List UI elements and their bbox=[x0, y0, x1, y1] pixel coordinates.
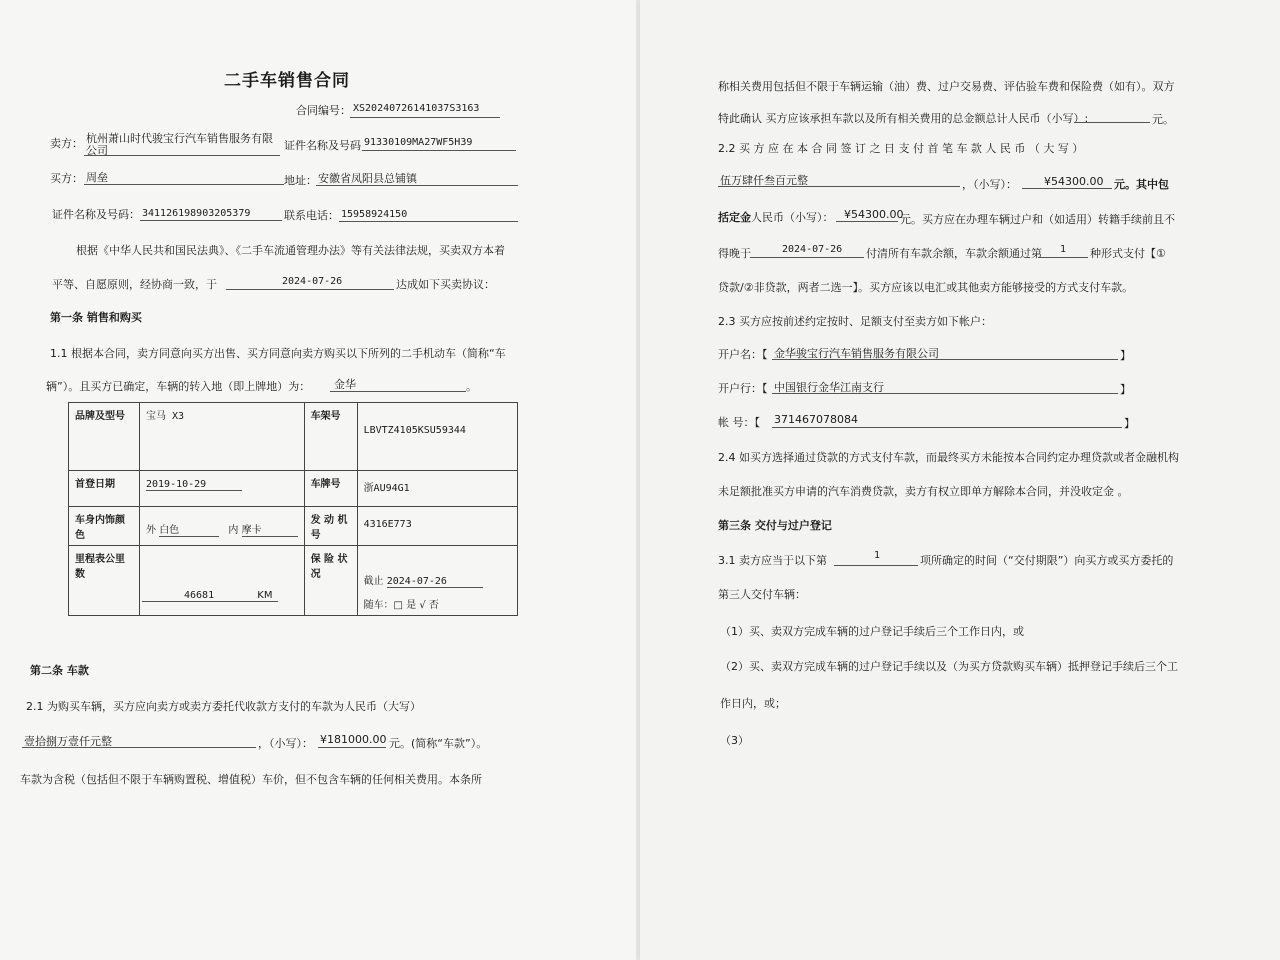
seller-id-label: 证件名称及号码 bbox=[284, 139, 361, 152]
balance-deadline-underline bbox=[750, 257, 864, 258]
article3-heading: 第三条 交付与过户登记 bbox=[718, 519, 832, 532]
article3-1-no: 1 bbox=[874, 550, 881, 561]
account-name-label: 开户名：【 bbox=[718, 348, 768, 361]
first-payment-number: ¥54300.00 bbox=[1044, 175, 1104, 188]
buyer-name: 周垒 bbox=[86, 171, 108, 184]
vin-value: LBVTZ4105KSU59344 bbox=[363, 425, 466, 436]
insurance-until: 2024-07-26 bbox=[387, 576, 483, 588]
mileage-value: 46681 bbox=[184, 590, 215, 601]
agreement-date-underline bbox=[226, 289, 394, 290]
color-label-cell bbox=[69, 507, 140, 546]
brand-value-cell bbox=[140, 403, 305, 471]
preamble-line2b: 达成如下买卖协议： bbox=[396, 278, 495, 291]
first-payment-words-underline bbox=[718, 186, 960, 187]
color-label-2: 色 bbox=[75, 530, 85, 541]
plate-value-cell bbox=[357, 471, 517, 507]
delivery-option-2-cont: 作日内，或； bbox=[720, 697, 786, 710]
deposit-rmb-label: 人民币（小写）： bbox=[751, 211, 834, 224]
agreement-date: 2024-07-26 bbox=[282, 276, 343, 287]
buyer-address-label: 地址： bbox=[284, 174, 317, 187]
price-words: 壹拾捌万壹仟元整 bbox=[24, 735, 112, 748]
article1-1-line1: 1.1 根据本合同，卖方同意向买方出售、买方同意向卖方购买以下所列的二手机动车（简称“车 bbox=[50, 347, 506, 360]
price-tail: 元。(简称“车款”）。 bbox=[389, 737, 488, 750]
page-title: 二手车销售合同 bbox=[224, 71, 350, 91]
reg-date-value-cell bbox=[140, 471, 305, 507]
buyer-address-underline bbox=[316, 185, 518, 186]
mileage-value-cell bbox=[140, 546, 305, 616]
plate-value: 浙AU94G1 bbox=[363, 483, 410, 494]
buyer-id-label: 证件名称及号码： bbox=[52, 208, 140, 221]
mileage-label-1: 里程表公里 bbox=[75, 554, 125, 565]
preamble-line1: 根据《中华人民共和国民法典》、《二手车流通管理办法》等有关法律法规，买卖双方本着 bbox=[76, 244, 505, 257]
buyer-phone: 15958924150 bbox=[341, 209, 408, 220]
first-payment-tail: 元。其中包 bbox=[1114, 178, 1169, 191]
transfer-place: 金华 bbox=[334, 378, 356, 391]
color-value-cell bbox=[140, 507, 305, 546]
contract-page-right bbox=[640, 0, 1280, 960]
delivery-option-2: （2）买、卖双方完成车辆的过户登记手续以及（为买方贷款购买车辆）抵押登记手续后三个工 bbox=[720, 660, 1178, 673]
vin-label-cell bbox=[304, 403, 357, 471]
transfer-place-period: 。 bbox=[466, 380, 477, 393]
article2-heading: 第二条 车款 bbox=[30, 664, 89, 677]
account-no-underline bbox=[772, 427, 1122, 428]
vehicle-info-table bbox=[68, 402, 518, 616]
deposit-number-underline bbox=[836, 221, 898, 222]
price-number: ¥181000.00 bbox=[320, 733, 387, 746]
account-bank-close: 】 bbox=[1120, 383, 1131, 396]
color-label-1: 车身内饰颜 bbox=[75, 515, 125, 526]
transfer-place-underline bbox=[330, 391, 466, 392]
with-car-checkbox: 随车：□ 是 √ 否 bbox=[363, 600, 439, 611]
buyer-id-value: 341126198903205379 bbox=[142, 208, 251, 219]
mileage-unit: KM bbox=[257, 590, 273, 601]
deposit-number: ¥54300.00 bbox=[844, 208, 904, 221]
plate-label-cell bbox=[304, 471, 357, 507]
account-no-label: 帐 号：【 bbox=[718, 416, 760, 429]
reg-date-label: 首登日期 bbox=[75, 479, 115, 490]
deposit-label: 括定金 bbox=[718, 211, 751, 224]
engine-label-1: 发 动 机 bbox=[310, 515, 348, 526]
seller-name-line2: 公司 bbox=[86, 144, 108, 157]
article3-1-b: 项所确定的时间（“交付期限”）向买方或买方委托的 bbox=[920, 554, 1174, 567]
article3-1-underline bbox=[834, 565, 918, 566]
article3-1-a: 3.1 卖方应当于以下第 bbox=[718, 554, 827, 567]
balance-method-text: 付清所有车款余额，车款余额通过第 bbox=[866, 247, 1042, 260]
first-payment-words: 伍万肆仟叁百元整 bbox=[720, 174, 808, 187]
article3-1-line2: 第三人交付车辆： bbox=[718, 588, 806, 601]
brand-value: 宝马 X3 bbox=[146, 411, 185, 422]
account-name-underline bbox=[772, 359, 1118, 360]
seller-id-underline bbox=[362, 150, 516, 151]
brand-label-cell bbox=[69, 403, 140, 471]
engine-label-2: 号 bbox=[310, 530, 321, 541]
account-bank: 中国银行金华江南支行 bbox=[774, 381, 884, 394]
buyer-name-underline bbox=[84, 184, 284, 185]
article2-2-line1: 2.2 买 方 应 在 本 合 同 签 订 之 日 支 付 首 笔 车 款 人 民 币 （ 大 写 ） bbox=[718, 142, 1084, 155]
buyer-phone-underline bbox=[339, 221, 518, 222]
account-bank-label: 开户行：【 bbox=[718, 382, 768, 395]
article1-heading: 第一条 销售和购买 bbox=[50, 311, 142, 324]
article2-1-line5: 特此确认 买方应该承担车款以及所有相关费用的总金额总计人民币（小写）: bbox=[718, 112, 1089, 125]
engine-value-cell bbox=[357, 507, 517, 546]
contract-no-underline bbox=[350, 117, 500, 118]
insurance-label-2: 况 bbox=[310, 569, 321, 580]
total-amount-tail: 元。 bbox=[1152, 113, 1174, 126]
buyer-phone-label: 联系电话： bbox=[284, 209, 339, 222]
balance-method-underline bbox=[1038, 257, 1088, 258]
interior-label: 内 bbox=[228, 525, 239, 536]
vin-value-cell bbox=[357, 403, 517, 471]
exterior-label: 外 bbox=[146, 525, 156, 536]
vin-label: 车架号 bbox=[310, 411, 341, 422]
delivery-option-3: （3） bbox=[720, 734, 749, 747]
seller-id-value: 91330109MA27WF5H39 bbox=[364, 137, 473, 148]
deposit-tail: 元。买方应在办理车辆过户和（如适用）转籍手续前且不 bbox=[900, 213, 1175, 226]
article1-1-line2: 辆”）。且买方已确定，车辆的转入地（即上牌地）为： bbox=[46, 380, 311, 393]
article2-1-line4: 称相关费用包括但不限于车辆运输（油）费、过户交易费、评估验车费和保险费（如有）。双方 bbox=[718, 80, 1175, 93]
brand-label: 品牌及型号 bbox=[75, 411, 125, 422]
article2-4-line2: 未足额批准买方申请的汽车消费贷款，卖方有权立即单方解除本合同，并没收定金 。 bbox=[718, 485, 1129, 498]
price-small-label: ，（小写）： bbox=[258, 737, 313, 750]
loan-choice-line: 贷款/②非贷款，两者二选一】。买方应该以电汇或其他卖方能够接受的方式支付车款。 bbox=[718, 281, 1134, 294]
article2-4-line1: 2.4 如买方选择通过贷款的方式支付车款，而最终买方未能按本合同约定办理贷款或者金融机构 bbox=[718, 451, 1179, 464]
buyer-label: 买方： bbox=[50, 172, 83, 185]
deposit-line bbox=[718, 209, 834, 225]
account-no: 371467078084 bbox=[774, 413, 858, 426]
article2-1-line3: 车款为含税（包括但不限于车辆购置税、增值税）车价，但不包含车辆的任何相关费用。本条所 bbox=[20, 773, 482, 786]
engine-value: 4316E773 bbox=[363, 519, 412, 530]
article2-1-line1: 2.1 为购买车辆，买方应向卖方或卖方委托代收款方支付的车款为人民币（大写） bbox=[26, 700, 421, 713]
interior-color: 摩卡 bbox=[242, 521, 298, 537]
balance-method-option: 种形式支付【① bbox=[1090, 247, 1166, 260]
contract-no-label: 合同编号： bbox=[296, 104, 351, 117]
first-payment-small-label: ，（小写）： bbox=[962, 178, 1017, 191]
price-words-underline bbox=[22, 747, 256, 748]
balance-deadline-label: 得晚于 bbox=[718, 247, 751, 260]
exterior-color: 白色 bbox=[159, 521, 219, 537]
engine-label-cell bbox=[304, 507, 357, 546]
price-number-underline bbox=[318, 747, 386, 748]
seller-name-line1: 杭州萧山时代骏宝行汽车销售服务有限 bbox=[86, 132, 273, 145]
buyer-address: 安徽省凤阳县总铺镇 bbox=[318, 172, 417, 185]
delivery-option-1: （1）买、卖双方完成车辆的过户登记手续后三个工作日内，或 bbox=[720, 625, 1024, 638]
insurance-label-cell bbox=[304, 546, 357, 616]
mileage-label-cell bbox=[69, 546, 140, 616]
balance-method-no: 1 bbox=[1060, 244, 1067, 255]
insurance-label-1: 保 险 状 bbox=[310, 554, 348, 565]
reg-date-label-cell bbox=[69, 471, 140, 507]
account-name-close: 】 bbox=[1120, 349, 1131, 362]
mileage-label-2: 数 bbox=[75, 569, 85, 580]
balance-deadline-date: 2024-07-26 bbox=[782, 244, 843, 255]
first-payment-number-underline bbox=[1022, 188, 1112, 189]
total-amount-underline bbox=[1074, 122, 1150, 123]
insurance-value-cell bbox=[357, 546, 517, 616]
insurance-until-label: 截止 bbox=[363, 576, 384, 587]
account-bank-underline bbox=[772, 393, 1118, 394]
seller-underline bbox=[84, 155, 280, 156]
reg-date-value: 2019-10-29 bbox=[146, 479, 207, 490]
preamble-line2a: 平等、自愿原则，经协商一致，于 bbox=[52, 278, 217, 291]
plate-label: 车牌号 bbox=[310, 479, 341, 490]
seller-label: 卖方： bbox=[50, 137, 83, 150]
account-no-close: 】 bbox=[1124, 417, 1135, 430]
contract-no-value: XS20240726141037S3163 bbox=[353, 103, 480, 114]
buyer-id-underline bbox=[140, 220, 282, 221]
article2-3: 2.3 买方应按前述约定按时、足额支付至卖方如下帐户： bbox=[718, 315, 992, 328]
account-name: 金华骏宝行汽车销售服务有限公司 bbox=[774, 347, 939, 360]
